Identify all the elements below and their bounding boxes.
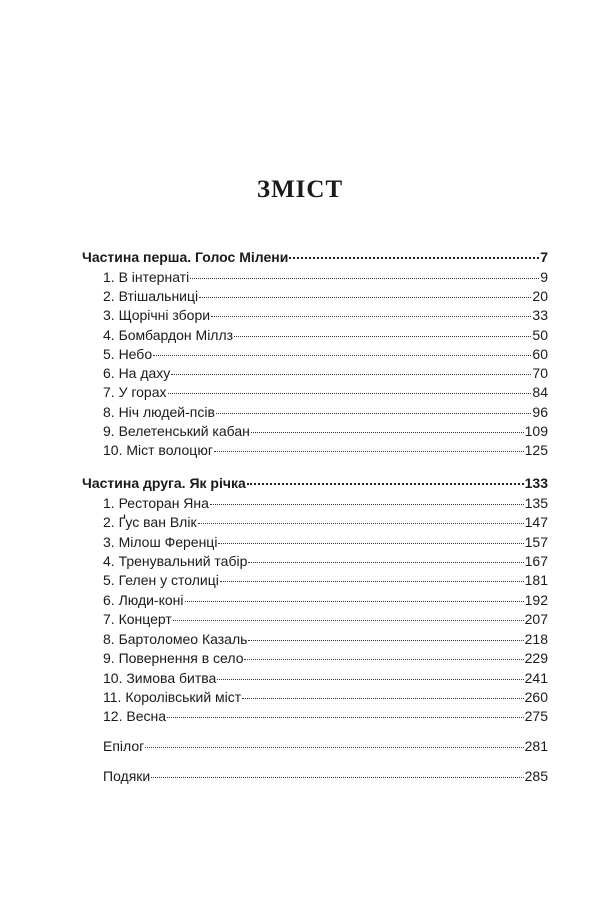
toc-entry[interactable] (103, 669, 548, 687)
toc-entry[interactable] (103, 552, 548, 570)
toc-entry-label: Подяки (103, 768, 151, 784)
toc-page-number: 167 (524, 553, 548, 569)
toc-part-2[interactable] (82, 474, 548, 492)
toc-page-number: 275 (524, 708, 548, 724)
dot-leader (167, 717, 524, 718)
toc-entry-label: 3. Мілош Ференці (103, 534, 218, 550)
toc-entry-label: 8. Бартоломео Казаль (103, 631, 248, 647)
toc-entry[interactable] (103, 268, 548, 286)
dot-leader (251, 432, 524, 433)
toc-page-number: 207 (524, 611, 548, 627)
toc-entry[interactable] (103, 610, 548, 628)
dot-leader (153, 355, 531, 356)
toc-entry-label: 5. Небо (103, 346, 153, 362)
toc-entry-label: 1. Ресторан Яна (103, 495, 209, 511)
toc-entry-label: 6. На даху (103, 365, 171, 381)
toc-entry[interactable] (103, 494, 548, 512)
dot-leader (198, 523, 524, 524)
toc-entry[interactable] (103, 422, 548, 440)
dot-leader (289, 257, 539, 259)
dot-leader (248, 640, 523, 641)
page-title: ЗМІСТ (256, 176, 344, 203)
toc-page-number: 125 (524, 442, 548, 458)
toc-entry-label: 8. Ніч людей-псів (103, 404, 215, 420)
toc-entry[interactable] (103, 649, 548, 667)
toc-page-number: 135 (524, 495, 548, 511)
toc-entry-label: 6. Люди-коні (103, 592, 184, 608)
toc-page-number: 9 (540, 269, 548, 285)
dot-leader (190, 278, 539, 279)
toc-page-number: 33 (532, 307, 548, 323)
toc-page-number: 60 (532, 346, 548, 362)
dot-leader (168, 393, 532, 394)
toc-page-number: 96 (532, 404, 548, 420)
toc-page-number: 260 (524, 689, 548, 705)
toc-page-number: 285 (524, 768, 548, 784)
toc-page-number: 84 (532, 384, 548, 400)
toc-entry-label: 4. Бомбардон Міллз (103, 327, 234, 343)
toc-entry-label: 4. Тренувальний табір (103, 553, 248, 569)
toc-entry-label: 2. Втішальниці (103, 288, 199, 304)
toc-entry[interactable] (103, 513, 548, 531)
toc-entry-label: 9. Повернення в село (103, 650, 244, 666)
dot-leader (145, 747, 523, 748)
toc-part-1[interactable] (82, 248, 548, 266)
dot-leader (244, 659, 523, 660)
toc-entry-label: Епілог (103, 738, 145, 754)
dot-leader (210, 504, 524, 505)
toc-page-number: 20 (532, 288, 548, 304)
dot-leader (214, 451, 524, 452)
toc-entry[interactable] (103, 326, 548, 344)
toc-entry[interactable] (103, 345, 548, 363)
dot-leader (185, 601, 524, 602)
toc-entry-label: 2. Ґус ван Влік (103, 514, 197, 530)
dot-leader (248, 562, 523, 563)
toc-entry[interactable] (103, 591, 548, 609)
dot-leader (216, 413, 532, 414)
toc-entry-label: 7. Концерт (103, 611, 172, 627)
dot-leader (247, 483, 524, 485)
toc-page-number: 241 (524, 670, 548, 686)
toc-epilogue[interactable] (103, 737, 548, 755)
toc-entry[interactable] (103, 688, 548, 706)
toc-page-number: 181 (524, 572, 548, 588)
toc-entry-label: 9. Велетенський кабан (103, 423, 250, 439)
dot-leader (173, 620, 524, 621)
toc-entry[interactable] (103, 287, 548, 305)
toc-page-number: 281 (524, 738, 548, 754)
toc-entry-label: 11. Королівський міст (103, 689, 242, 705)
toc-page-number: 157 (524, 534, 548, 550)
dot-leader (220, 581, 524, 582)
toc-entry[interactable] (103, 383, 548, 401)
toc-entry[interactable] (103, 533, 548, 551)
toc-entry[interactable] (103, 707, 548, 725)
toc-entry-label: 12. Весна (103, 708, 166, 724)
toc-entry[interactable] (103, 571, 548, 589)
toc-part-label: Частина перша. Голос Мілени (82, 249, 289, 265)
dot-leader (218, 543, 523, 544)
toc-entry-label: 7. У горах (103, 384, 167, 400)
toc-page-number: 50 (532, 327, 548, 343)
toc-acknowledgements[interactable] (103, 767, 548, 785)
toc-entry-label: 10. Міст волоцюг (103, 442, 213, 458)
dot-leader (234, 336, 531, 337)
toc-entry-label: 5. Гелен у столиці (103, 572, 219, 588)
toc-page-number: 192 (524, 592, 548, 608)
toc-page-number: 147 (524, 514, 548, 530)
toc-entry-label: 1. В інтернаті (103, 269, 190, 285)
toc-part-label: Частина друга. Як річка (82, 475, 246, 491)
dot-leader (199, 297, 531, 298)
toc-page-number: 109 (524, 423, 548, 439)
dot-leader (211, 316, 531, 317)
toc-entry-label: 3. Щорічні збори (103, 307, 211, 323)
toc-entry[interactable] (103, 630, 548, 648)
toc-entry[interactable] (103, 306, 548, 324)
toc-page-number: 229 (524, 650, 548, 666)
dot-leader (171, 374, 531, 375)
toc-entry[interactable] (103, 441, 548, 459)
dot-leader (151, 777, 523, 778)
dot-leader (217, 679, 523, 680)
toc-page-number: 218 (524, 631, 548, 647)
toc-entry[interactable] (103, 364, 548, 382)
toc-entry[interactable] (103, 403, 548, 421)
toc-page-number: 70 (532, 365, 548, 381)
toc-page-number: 7 (540, 249, 548, 265)
toc-page-number: 133 (524, 475, 548, 491)
toc-entry-label: 10. Зимова битва (103, 670, 217, 686)
dot-leader (242, 698, 523, 699)
